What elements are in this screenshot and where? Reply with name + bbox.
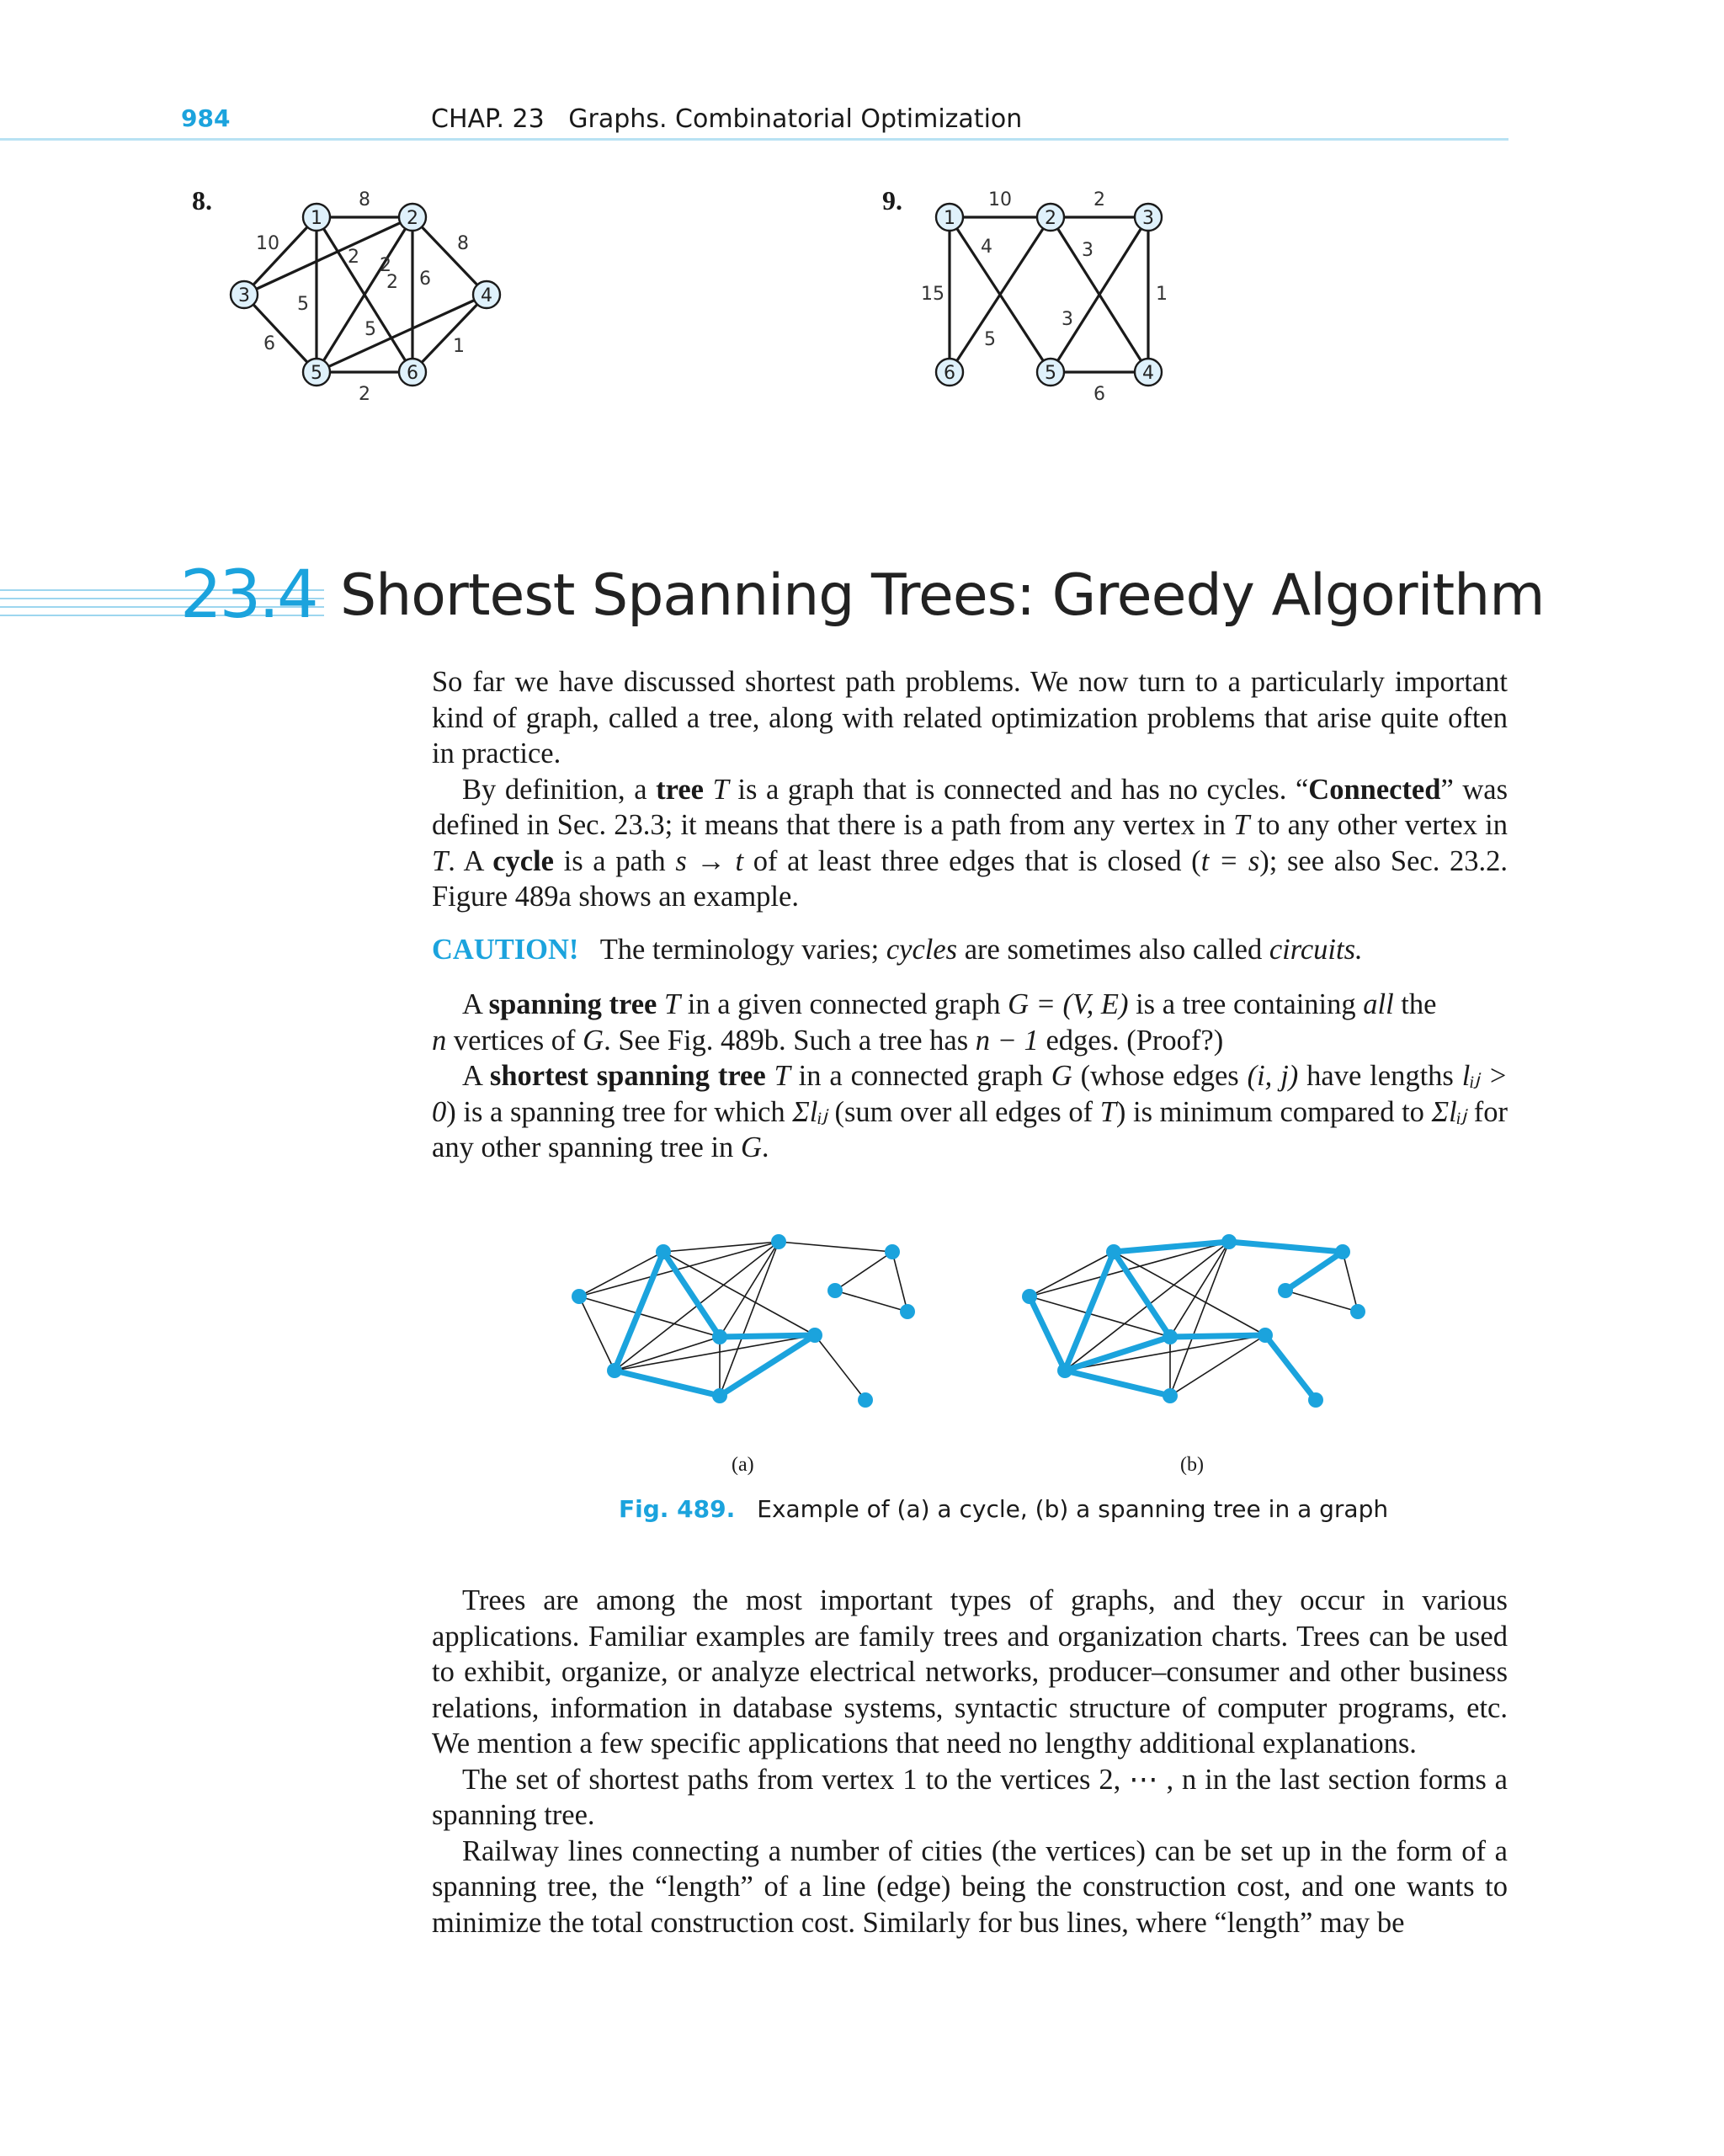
edge-weight-label: 8 <box>359 189 370 210</box>
highlighted-edge <box>1065 1252 1114 1371</box>
problem-label: 8. <box>192 185 212 216</box>
graph-vertex <box>607 1363 622 1378</box>
highlighted-edge <box>615 1371 720 1396</box>
graph-vertex <box>1022 1289 1037 1304</box>
caution-note: CAUTION! The terminology varies; cycles are sometimes also called circuits. <box>432 934 1363 966</box>
edge-weight-label: 8 <box>457 233 469 254</box>
graph-edge <box>835 1252 892 1291</box>
highlighted-edge <box>1229 1242 1343 1252</box>
graph-vertex <box>1335 1244 1350 1259</box>
graph-vertex <box>1163 1329 1178 1344</box>
highlighted-edge <box>1030 1296 1065 1371</box>
graph-vertex <box>1106 1244 1121 1259</box>
graph-vertex <box>885 1244 900 1259</box>
figure-caption <box>619 1495 1388 1523</box>
graph-vertex <box>1057 1363 1072 1378</box>
edge-weight-label: 6 <box>1093 384 1105 405</box>
highlighted-edge <box>1065 1337 1170 1371</box>
graph-edge <box>815 1335 865 1400</box>
graph-vertex <box>1308 1392 1323 1408</box>
graph-vertex <box>807 1328 822 1343</box>
vertex-label: 6 <box>407 363 418 384</box>
edge-weight-label: 5 <box>984 329 996 350</box>
body-paragraph: Railway lines connecting a number of cities (the vertices) can be set up in the form of a spanning tree, the “length” of a line (edge) being the construction cost, and one wants to minimize the total construction cost. Similarly for bus lines, where “length” may be <box>432 1834 1508 1939</box>
edge-weight-label: 5 <box>297 294 309 315</box>
edge-weight-label: 10 <box>988 189 1012 210</box>
graph-vertex <box>1163 1388 1178 1403</box>
vertex-label: 5 <box>1045 363 1056 384</box>
problem-label: 9. <box>882 185 902 216</box>
highlighted-edge <box>615 1252 663 1371</box>
graph-edge <box>579 1296 615 1371</box>
edge-weight-label: 2 <box>386 272 398 293</box>
graph-edge <box>663 1252 815 1335</box>
edge-weight-label: 3 <box>1082 240 1093 261</box>
graph-edge <box>779 1242 892 1252</box>
figure-489 <box>556 1212 1397 1515</box>
edge-weight-label: 2 <box>380 255 391 276</box>
edge-weight-label: 6 <box>419 269 431 290</box>
graph-vertex <box>827 1283 843 1298</box>
intro-paragraph: So far we have discussed shortest path problems. We now turn to a particularly important kind of graph, called a tree, along with related optimization problems that arise quite often in practice. <box>432 666 1508 769</box>
header-rule <box>0 138 1508 141</box>
graph-edge <box>892 1252 907 1312</box>
vertex-label: 3 <box>1142 208 1154 229</box>
figure-number: Fig. 489. <box>619 1495 736 1523</box>
graph-vertex <box>771 1234 786 1249</box>
figure-a-label: (a) <box>732 1454 754 1476</box>
term-connected: Connected <box>1308 773 1441 806</box>
edge-weight-label: 15 <box>921 284 944 305</box>
graph-vertex <box>1221 1234 1237 1249</box>
problem-9-graph <box>921 177 1195 405</box>
highlighted-edge <box>1265 1335 1316 1400</box>
edge-weight-label: 2 <box>359 384 370 405</box>
vertex-label: 2 <box>407 208 418 229</box>
vertex-label: 4 <box>481 285 492 306</box>
body-paragraph: The set of shortest paths from vertex 1 to the vertices 2, ⋯ , n in the last section forms a spanning tree. <box>432 1763 1508 1831</box>
term-spanning-tree: spanning tree <box>488 988 657 1020</box>
figure-b-label: (b) <box>1180 1454 1204 1476</box>
problem-8-graph <box>210 177 564 405</box>
highlighted-edge <box>1285 1252 1343 1291</box>
graph-vertex <box>858 1392 873 1408</box>
edge-weight-label: 10 <box>256 233 279 254</box>
graph-vertex <box>1258 1328 1273 1343</box>
vertex-label: 3 <box>238 285 250 306</box>
graph-edge <box>244 217 317 295</box>
term-tree: tree <box>656 773 704 806</box>
vertex-label: 5 <box>311 363 322 384</box>
chapter-title: CHAP. 23 Graphs. Combinatorial Optimization <box>431 104 1023 134</box>
definition-paragraph: By definition, a tree T is a graph that is connected and has no cycles. “Connected” was defined in Sec. 23.3; it means that there is a path from any vertex in T to any other vertex in T. A cycle is a path s → t of at least three edges that is closed (t = s); see also Sec. 23.2. Figure 489a shows an example. <box>432 773 1508 913</box>
edge-weight-label: 2 <box>348 247 359 268</box>
term-shortest-spanning-tree: shortest spanning tree <box>489 1060 766 1092</box>
graph-vertex <box>656 1244 671 1259</box>
graph-vertex <box>1278 1283 1293 1298</box>
graph-vertex <box>1350 1304 1365 1319</box>
section-number: 23.4 <box>180 557 317 633</box>
intro-block <box>432 664 1508 915</box>
edge-weight-label: 1 <box>1156 284 1168 305</box>
vertex-label: 1 <box>944 208 955 229</box>
highlighted-edge <box>1170 1335 1265 1337</box>
highlighted-edge <box>720 1335 815 1396</box>
vertex-label: 4 <box>1142 363 1154 384</box>
spanning-block <box>432 987 1508 1166</box>
edge-weight-label: 5 <box>364 319 376 340</box>
vertex-label: 1 <box>311 208 322 229</box>
edge-weight-label: 4 <box>981 237 992 258</box>
highlighted-edge <box>1065 1371 1170 1396</box>
graph-edge <box>1285 1291 1358 1312</box>
vertex-label: 2 <box>1045 208 1056 229</box>
graph-edge <box>615 1337 720 1371</box>
graph-edge <box>1343 1252 1358 1312</box>
caution-label: CAUTION! <box>432 934 579 966</box>
graph-edge <box>835 1291 907 1312</box>
vertex-label: 6 <box>944 363 955 384</box>
graph-edge <box>412 295 487 372</box>
page-number: 984 <box>181 104 231 132</box>
body-paragraph: Trees are among the most important types of graphs, and they occur in various applications. Familiar examples are family trees and organization charts. Trees can be used to exhibit, organize, or analyze electrical networks, producer–consumer and other business relations, information in database systems, syntactic structure of computer programs, etc. We mention a few specific applications that need no lengthy additional explanations. <box>432 1584 1508 1759</box>
shortest-spanning-tree-paragraph: A shortest spanning tree T in a connected graph G (whose edges (i, j) have lengths lᵢⱼ > 0) is a spanning tree for which Σlᵢⱼ (sum over all edges of T) is minimum compared to Σlᵢⱼ for any other spanning tree in G. <box>432 1060 1508 1163</box>
edge-weight-label: 1 <box>453 336 465 357</box>
spanning-tree-paragraph: A spanning tree T in a given connected graph G = (V, E) is a tree containing all the n vertices of G. See Fig. 489b. Such a tree has n − 1 edges. (Proof?) <box>432 988 1437 1057</box>
section-title: Shortest Spanning Trees: Greedy Algorithm <box>340 562 1545 629</box>
graph-vertex <box>572 1289 587 1304</box>
edge-weight-label: 3 <box>1062 309 1073 330</box>
graph-vertex <box>900 1304 915 1319</box>
body-text <box>432 1583 1508 1940</box>
graph-edge <box>1170 1335 1265 1396</box>
highlighted-edge <box>720 1335 815 1337</box>
edge-weight-label: 6 <box>263 333 275 354</box>
edge-weight-label: 2 <box>1093 189 1105 210</box>
figure-caption-text: Example of (a) a cycle, (b) a spanning tree in a graph <box>757 1495 1389 1523</box>
graph-edge <box>1114 1252 1265 1335</box>
term-cycle: cycle <box>492 844 554 877</box>
graph-vertex <box>712 1388 727 1403</box>
graph-vertex <box>712 1329 727 1344</box>
